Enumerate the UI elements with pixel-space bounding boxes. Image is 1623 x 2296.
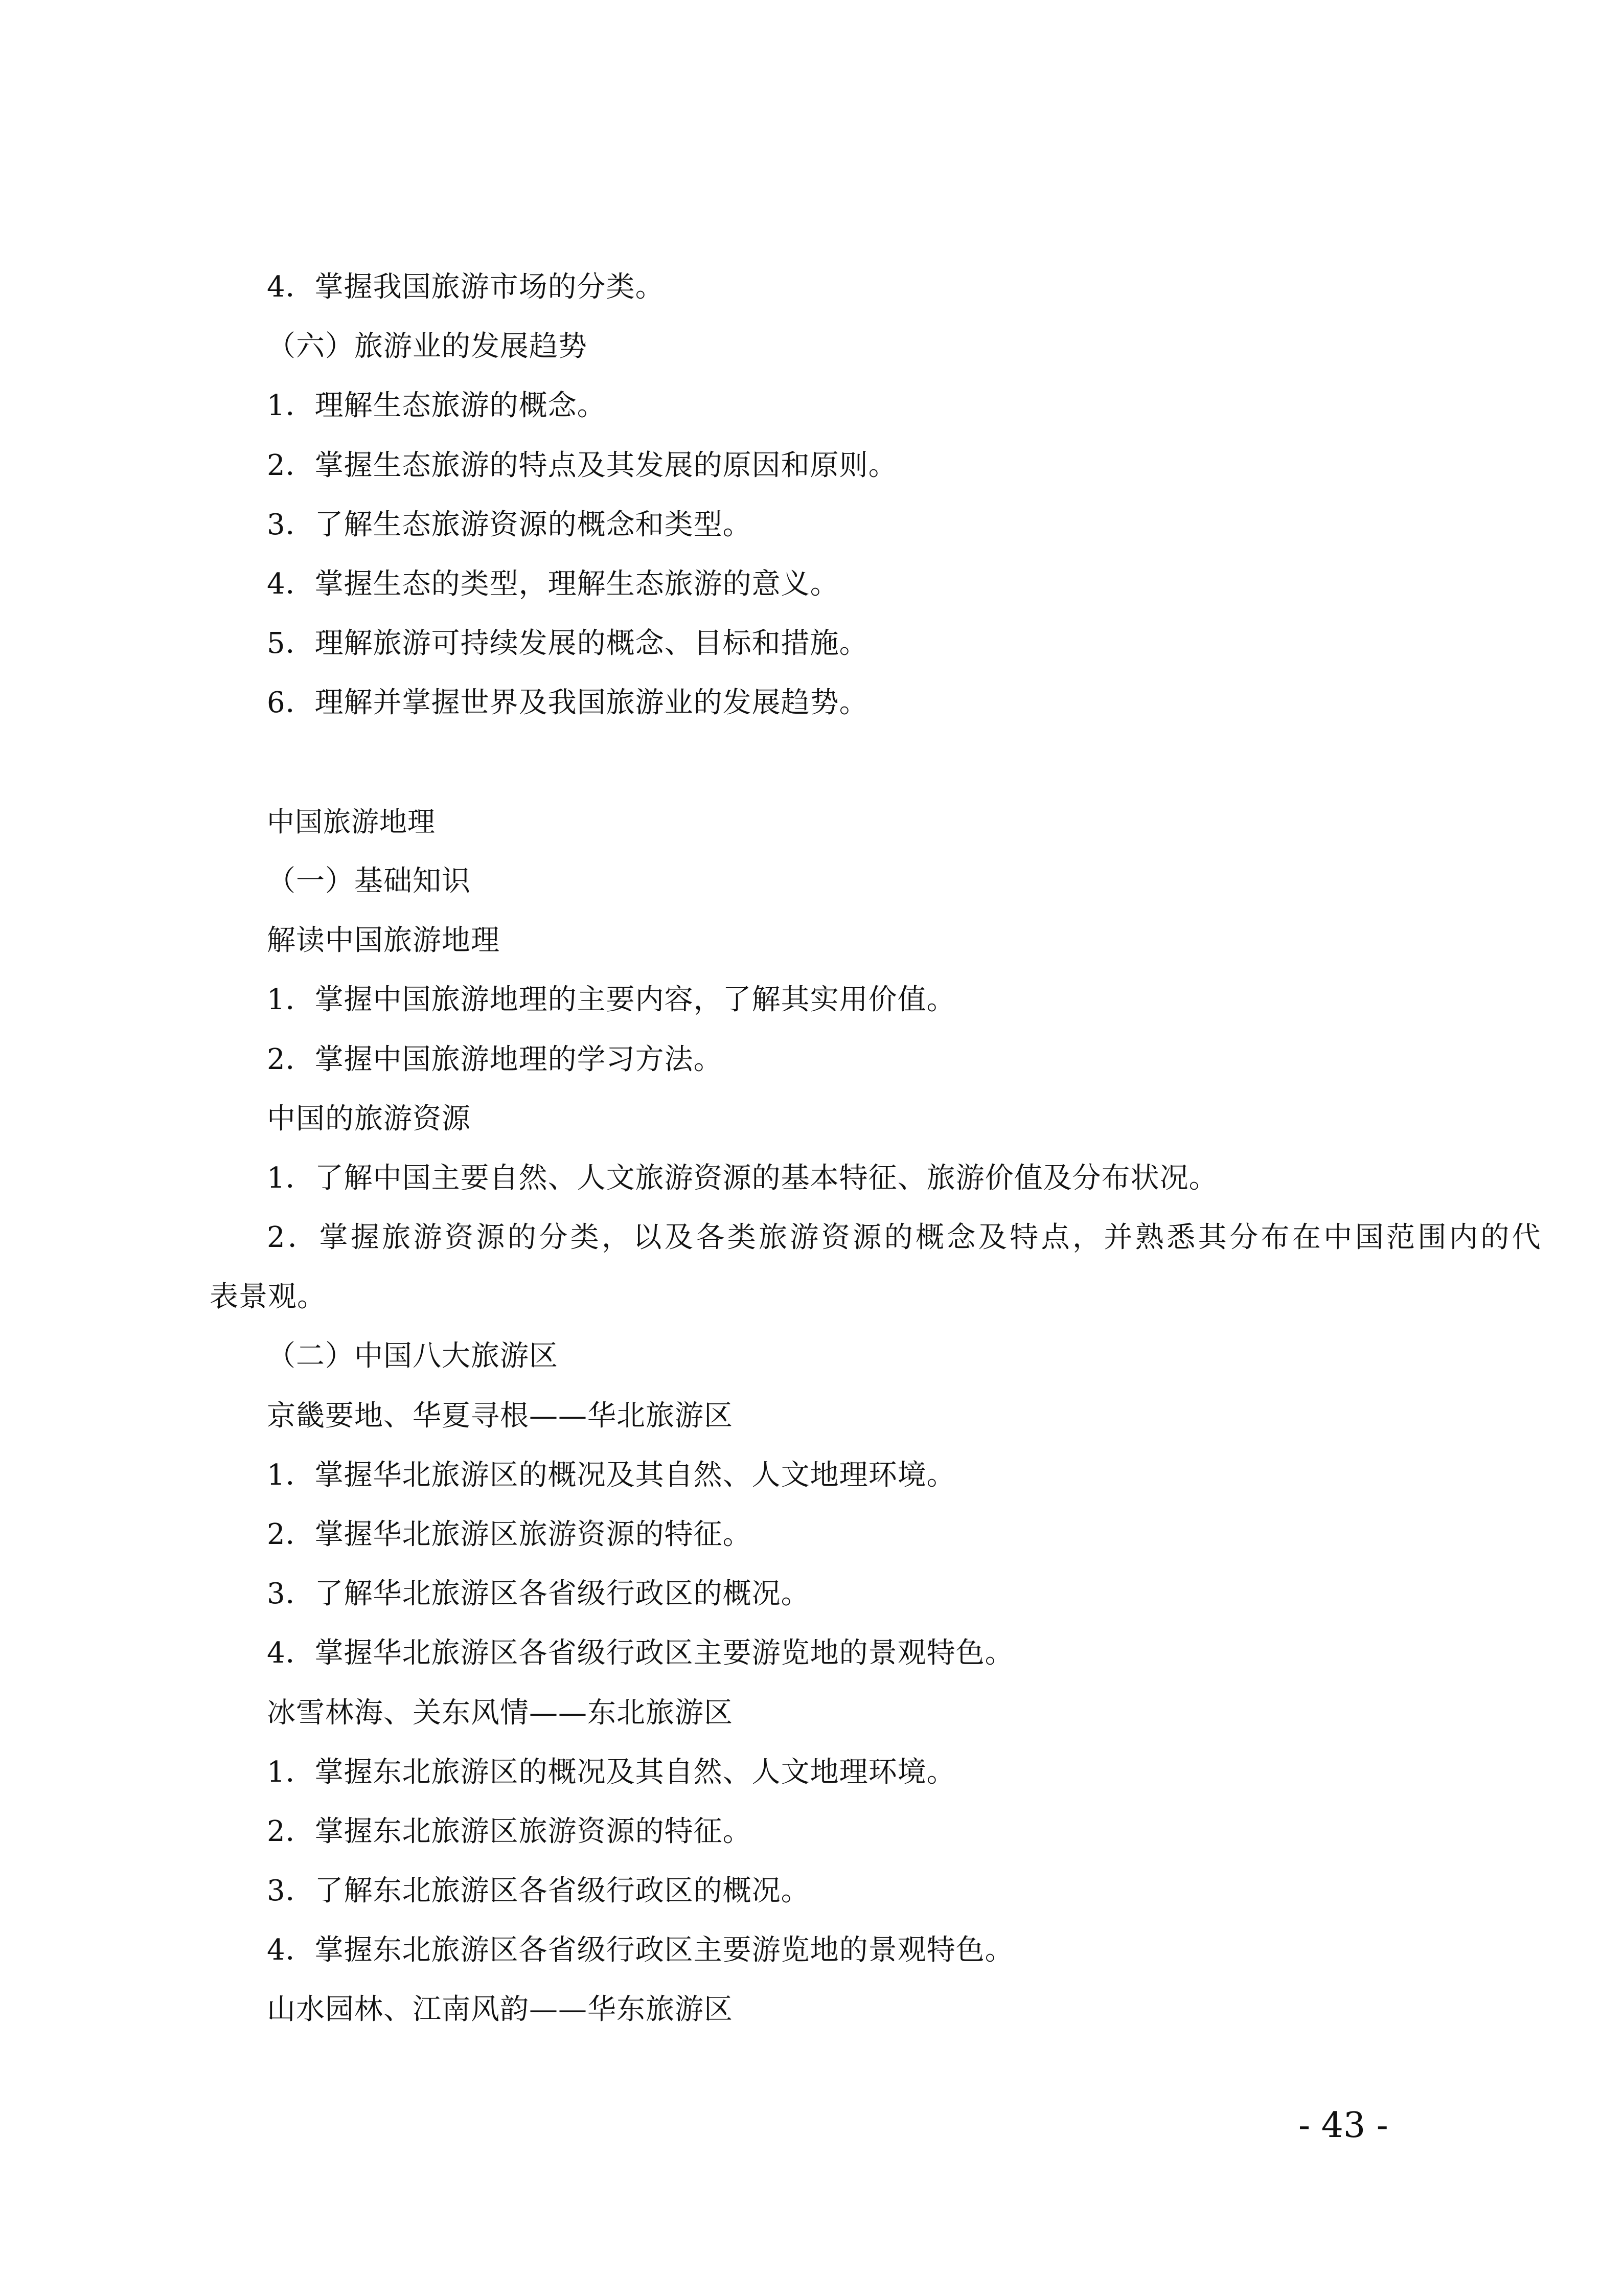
subsection-heading: 解读中国旅游地理 bbox=[267, 924, 500, 957]
text-line: 2．掌握旅游资源的分类，以及各类旅游资源的概念及特点，并熟悉其分布在中国范围内的代 bbox=[267, 1221, 1544, 1254]
text-line: 4．掌握东北旅游区各省级行政区主要游览地的景观特色。 bbox=[267, 1934, 1014, 1967]
subsection-heading: 冰雪林海、关东风情——东北旅游区 bbox=[267, 1696, 733, 1730]
text-line: 4．掌握我国旅游市场的分类。 bbox=[267, 270, 665, 304]
text-line: 2．掌握生态旅游的特点及其发展的原因和原则。 bbox=[267, 449, 898, 482]
text-line: 1．掌握华北旅游区的概况及其自然、人文地理环境。 bbox=[267, 1459, 956, 1492]
section-heading: （二）中国八大旅游区 bbox=[267, 1339, 558, 1373]
text-line: 4．掌握华北旅游区各省级行政区主要游览地的景观特色。 bbox=[267, 1636, 1014, 1670]
text-line: 4．掌握生态的类型，理解生态旅游的意义。 bbox=[267, 567, 839, 601]
text-line: 1．掌握中国旅游地理的主要内容，了解其实用价值。 bbox=[267, 983, 956, 1016]
text-line: 2．掌握华北旅游区旅游资源的特征。 bbox=[267, 1518, 752, 1551]
text-line: 3．了解东北旅游区各省级行政区的概况。 bbox=[267, 1874, 810, 1907]
subsection-heading: 京畿要地、华夏寻根——华北旅游区 bbox=[267, 1399, 733, 1433]
text-line: 3．了解生态旅游资源的概念和类型。 bbox=[267, 508, 752, 541]
text-line: 1．理解生态旅游的概念。 bbox=[267, 389, 606, 422]
chapter-heading: 中国旅游地理 bbox=[267, 806, 436, 838]
page-number: - 43 - bbox=[1298, 2105, 1388, 2146]
text-line: 2．掌握中国旅游地理的学习方法。 bbox=[267, 1043, 723, 1076]
subsection-heading: 中国的旅游资源 bbox=[267, 1102, 471, 1135]
text-line: 5．理解旅游可持续发展的概念、目标和措施。 bbox=[267, 627, 868, 660]
text-line: 6．理解并掌握世界及我国旅游业的发展趋势。 bbox=[267, 686, 868, 719]
text-line: 3．了解华北旅游区各省级行政区的概况。 bbox=[267, 1577, 810, 1610]
section-heading: （一）基础知识 bbox=[267, 865, 471, 898]
text-line: 2．掌握东北旅游区旅游资源的特征。 bbox=[267, 1815, 752, 1848]
text-line: 1．了解中国主要自然、人文旅游资源的基本特征、旅游价值及分布状况。 bbox=[267, 1162, 1218, 1195]
text-line-continuation: 表景观。 bbox=[210, 1280, 326, 1313]
section-heading: （六）旅游业的发展趋势 bbox=[267, 330, 587, 363]
text-line: 1．掌握东北旅游区的概况及其自然、人文地理环境。 bbox=[267, 1756, 956, 1789]
subsection-heading: 山水园林、江南风韵——华东旅游区 bbox=[267, 1993, 733, 2026]
